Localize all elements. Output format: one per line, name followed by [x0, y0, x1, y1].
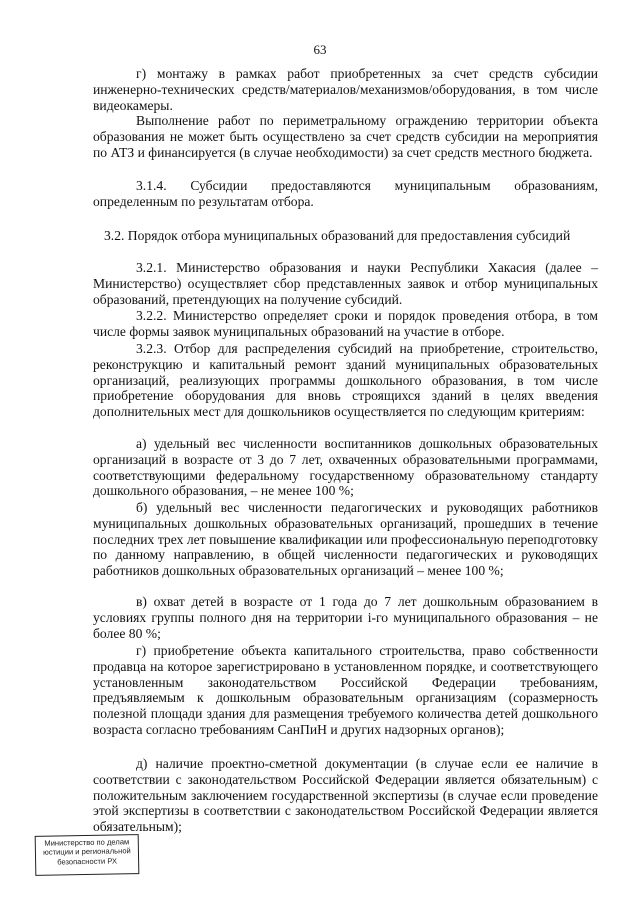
paragraph-fencing: Выполнение работ по периметральному ограждению территории объекта образования не может быть осуществлено за счет средств субсидии на мероприятия по АТЗ и финансируется (в случае необходимости) за счет средств местного бюджета. — [93, 113, 598, 160]
criterion-g: г) приобретение объекта капитального строительства, право собственности продавца на которое зарегистрировано в установленном порядке, и соответствующего установленным законодательством Российской Федерации требованиям, предъявляемым к дошкольным образовательным организациям (соразмерность полезной площади здания для размещения требуемого количества детей дошкольного возраста согласно требованиям СанПиН и других надзорных органов); — [93, 643, 598, 737]
section-heading-3-2: 3.2. Порядок отбора муниципальных образований для предоставления субсидий — [104, 228, 571, 243]
ministry-stamp — [35, 834, 140, 876]
criterion-d: д) наличие проектно-сметной документации (в случае если ее наличие в соответствии с законодательством Российской Федерации является обязательным) с положительным заключением государственной экспертизы (в случае если проведение этой экспертизы в соответствии с законодательством Российской Федерации является обязательным); — [93, 756, 598, 835]
paragraph-3-2-1: 3.2.1. Министерство образования и науки Республики Хакасия (далее – Министерство) осуществляет сбор представленных заявок и отбор муниципальных образований, претендующих на получение субсидий. — [93, 260, 598, 307]
criterion-a: а) удельный вес численности воспитанников дошкольных образовательных организаций в возрасте от 3 до 7 лет, охваченных образовательными программами, соответствующими федеральному государственному образовательному стандарту дошкольного образования, – не менее 100 %; — [93, 436, 598, 499]
stamp-line: юстиции и региональной — [43, 846, 131, 858]
paragraph-3-2-3: 3.2.3. Отбор для распределения субсидий на приобретение, строительство, реконструкцию и капитальный ремонт зданий муниципальных образовательных организаций, реализующих программы дошкольного образования, в том числе приобретение оборудования для вновь строящихся зданий в целях введения дополнительных мест для дошкольников осуществляется по следующим критериям: — [93, 341, 598, 420]
paragraph-3-2-2: 3.2.2. Министерство определяет сроки и порядок проведения отбора, в том числе формы заявок муниципальных образований на участие в отборе. — [93, 308, 598, 339]
stamp-line: Министерство по делам — [44, 837, 130, 848]
stamp-line: безопасности РХ — [57, 856, 118, 867]
criterion-b: б) удельный вес численности педагогических и руководящих работников муниципальных дошкольных образовательных организаций, прошедших в течение последних трех лет повышение квалификации или профессиональную переподготовку по данному направлению, в общей численности педагогических и руководящих работников дошкольных образовательных организаций – менее 100 %; — [93, 500, 598, 579]
page-number: 63 — [313, 42, 327, 57]
paragraph-3-1-4: 3.1.4. Субсидии предоставляются муниципальным образованиям, определенным по результатам отбора. — [93, 178, 598, 209]
criterion-v: в) охват детей в возрасте от 1 года до 7 лет дошкольным образованием в условиях группы полного дня на территории i-го муниципального образования – не более 80 %; — [93, 594, 598, 641]
paragraph-installation: г) монтажу в рамках работ приобретенных за счет средств субсидии инженерно-технических средств/материалов/механизмов/оборудования, в том числе видеокамеры. — [93, 66, 598, 113]
